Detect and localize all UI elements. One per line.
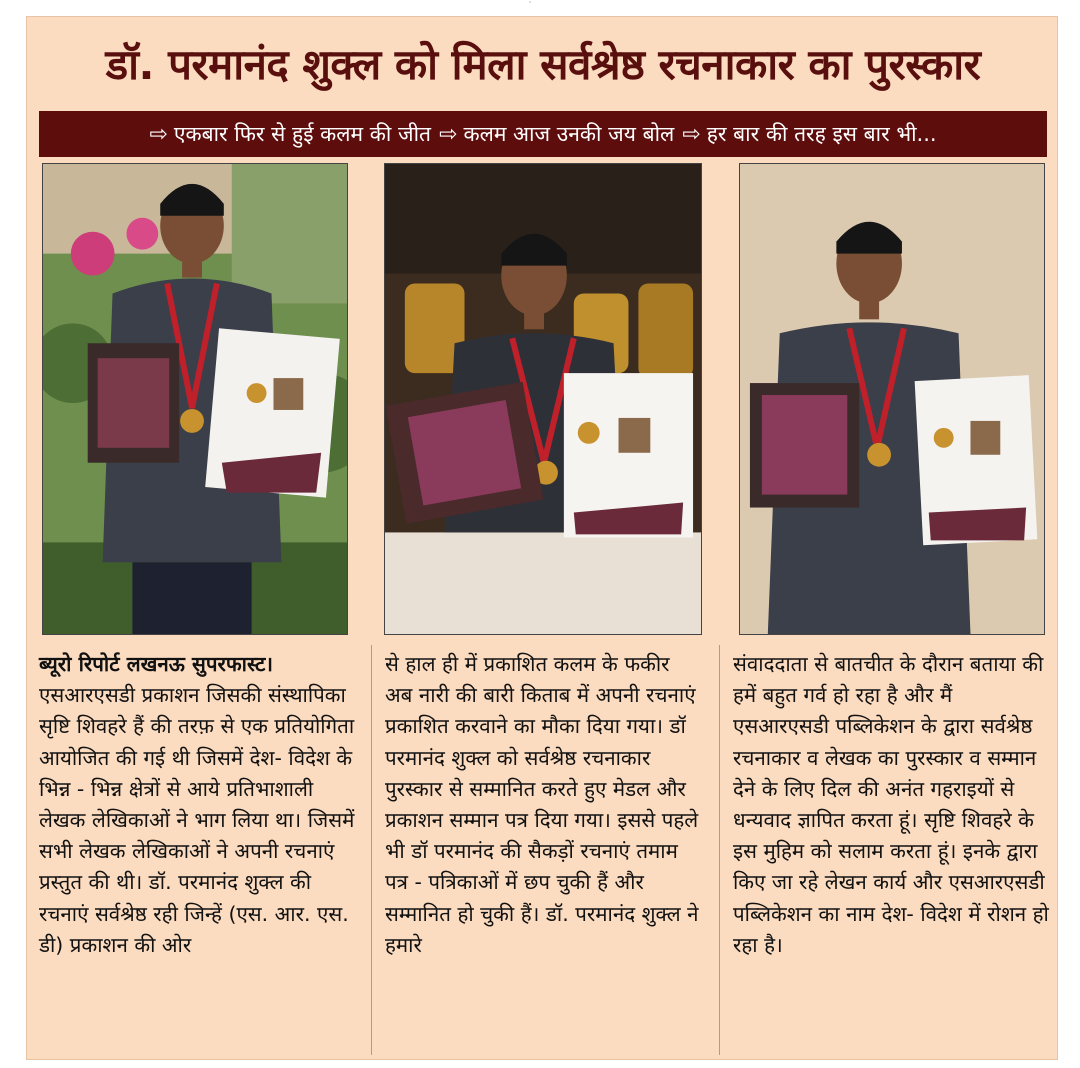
right-arrow-icon: ⇨ [682, 121, 701, 147]
photo-wall [739, 163, 1045, 635]
newspaper-clipping [26, 16, 1058, 1060]
column-1-text: एसआरएसडी प्रकाशन जिसकी संस्थापिका सृष्टि शिवहरे हैं की तरफ़ से एक प्रतियोगिता आयोजित की गई थी जिसमें देश- विदेश के भिन्न - भिन्न क्षेत्रों से आये प्रतिभाशाली लेखक लेखिकाओं ने भाग लिया था। जिसमें सभी लेखक लेखिकाओं ने अपनी रचनाएं प्रस्तुत की थी। डॉ. परमानंद शुक्ल की रचनाएं सर्वश्रेष्ठ रही जिन्हें (एस. आर. एस. डी) प्रकाशन की ओर [39, 683, 355, 957]
photo-garden [42, 163, 348, 635]
column-divider [371, 645, 372, 1055]
right-arrow-icon: ⇨ [439, 121, 458, 147]
right-arrow-icon: ⇨ [149, 121, 168, 147]
subheading-strip [39, 111, 1047, 157]
column-2-text: से हाल ही में प्रकाशित कलम के फकीर अब नारी की बारी किताब में अपनी रचनाएं प्रकाशित करवाने का मौका दिया गया। डॉ परमानंद शुक्ल को सर्वश्रेष्ठ रचनाकार पुरस्कार से सम्मानित करते हुए मेडल और प्रकाशन सम्मान पत्र दिया गया। इससे पहले भी डॉ परमानंद की सैकड़ों रचनाएं तमाम पत्र - पत्रिकाओं में छप चुकी हैं और सम्मानित हो चुकी हैं। डॉ. परमानंद शुक्ल ने हमारे [385, 652, 699, 957]
photo-awards-shelf [384, 163, 702, 635]
strip-item-text: हर बार की तरह इस बार भी... [706, 122, 937, 146]
strip-item-2 [439, 120, 674, 148]
strip-item-text: कलम आज उनकी जय बोल [463, 122, 675, 146]
page-top-mark: · [528, 0, 532, 7]
column-3-text: संवाददाता से बातचीत के दौरान बताया की हमें बहुत गर्व हो रहा है और मैं एसआरएसडी पब्लिकेशन के द्वारा सर्वश्रेष्ठ रचनाकार व लेखक का पुरस्कार व सम्मान देने के लिए दिल की अनंत गहराइयों से धन्यवाद ज्ञापित करता हूं। सृष्टि शिवहरे के इस मुहिम को सलाम करता हूं। इनके द्वारा किए जा रहे लेखन कार्य और एसआरएसडी पब्लिकेशन का नाम देश- विदेश में रोशन हो रहा है। [733, 652, 1049, 957]
column-divider [719, 645, 720, 1055]
strip-item-text: एकबार फिर से हुई कलम की जीत [173, 122, 432, 146]
article-column-3 [733, 649, 1051, 961]
strip-item-1 [149, 120, 431, 148]
dateline: ब्यूरो रिपोर्ट लखनऊ सुपरफास्ट। [39, 652, 274, 676]
article-column-1 [39, 649, 357, 961]
strip-item-3 [682, 120, 936, 148]
article-column-2 [385, 649, 703, 961]
headline: डॉ. परमानंद शुक्ल को मिला सर्वश्रेष्ठ रचनाकार का पुरस्कार [105, 40, 981, 89]
